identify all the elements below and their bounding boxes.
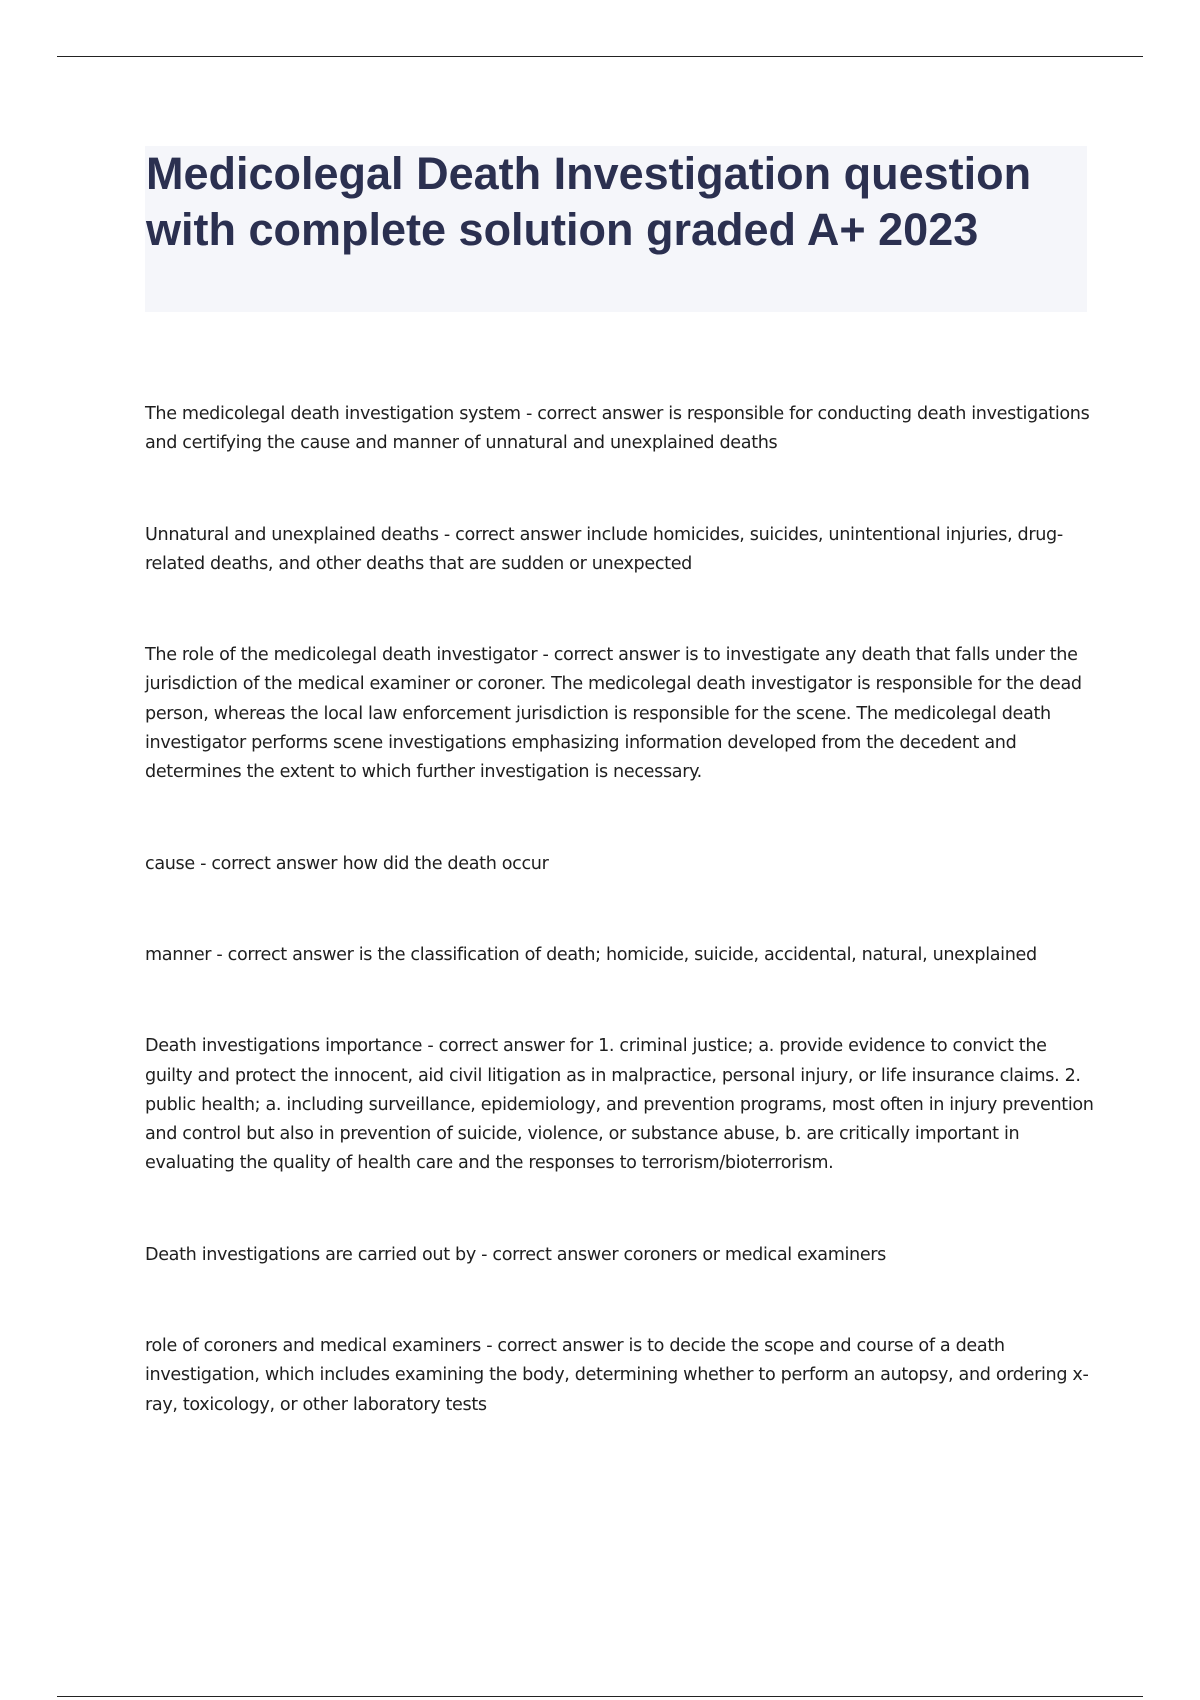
answer-text: for 1. criminal justice; a. provide evidence to convict the guilty and protect the innocent, aid civil litigation as in malpractice, personal injury, or life insurance claims. 2. public health; a. including surveillance, epidemiology, and prevention programs, most often in injury prevention and control but also in prevention of suicide, violence, or substance abuse, b. are critically important in evaluating the quality of health care and the responses to terrorism/bioterrorism. (145, 1036, 1094, 1174)
qa-item (145, 941, 1095, 970)
qa-item (145, 641, 1095, 787)
qa-item (145, 521, 1095, 580)
answer-separator: - correct answer (211, 944, 359, 965)
bottom-divider (57, 1696, 1143, 1697)
answer-text: is the classification of death; homicide, suicide, accidental, natural, unexplained (358, 944, 1037, 965)
question-text: Death investigations are carried out by (145, 1244, 476, 1265)
answer-separator: - correct answer (537, 645, 685, 666)
answer-text: how did the death occur (342, 853, 549, 874)
answer-separator: - correct answer (438, 524, 587, 545)
answer-separator: - correct answer (194, 853, 343, 874)
answer-separator: - correct answer (480, 1336, 629, 1357)
answer-text: is to investigate any death that falls under the jurisdiction of the medical examiner or coroner. The medicolegal death investigator is responsible for the dead person, whereas the local law enforcement jurisdiction is responsible for the scene. The medicolegal death investigator performs scene investigations emphasizing information developed from the decedent and determines the extent to which further investigation is necessary. (145, 645, 1082, 783)
top-divider (57, 56, 1143, 57)
qa-list (145, 400, 1095, 1482)
question-text: Death investigations importance (145, 1036, 423, 1057)
answer-text: is responsible for conducting death investigations and certifying the cause and manner of unnatural and unexplained deaths (145, 404, 1090, 454)
qa-item (145, 1032, 1095, 1178)
title-block (145, 146, 1087, 312)
question-text: role of coroners and medical examiners (145, 1336, 481, 1357)
question-text: The medicolegal death investigation system (145, 404, 521, 424)
answer-text: include homicides, suicides, unintentional injuries, drug-related deaths, and other deaths that are sudden or unexpected (145, 524, 1063, 574)
answer-separator: - correct answer (422, 1036, 570, 1057)
answer-text: is to decide the scope and course of a death investigation, which includes examining the body, determining whether to perform an autopsy, and ordering x-ray, toxicology, or other laboratory tests (145, 1336, 1089, 1415)
qa-item (145, 1332, 1095, 1420)
question-text: Unnatural and unexplained deaths (145, 524, 439, 545)
answer-text: coroners or medical examiners (623, 1244, 887, 1265)
question-text: cause (145, 853, 195, 874)
question-text: The role of the medicolegal death investigator (145, 645, 538, 666)
question-text: manner (145, 944, 212, 965)
qa-item (145, 1241, 1095, 1270)
qa-item (145, 400, 1095, 459)
document-title: Medicolegal Death Investigation question with complete solution graded A+ 2023 (146, 148, 1032, 255)
answer-separator: - correct answer (475, 1244, 624, 1265)
qa-item (145, 850, 1095, 879)
answer-separator: - correct answer (520, 404, 669, 424)
